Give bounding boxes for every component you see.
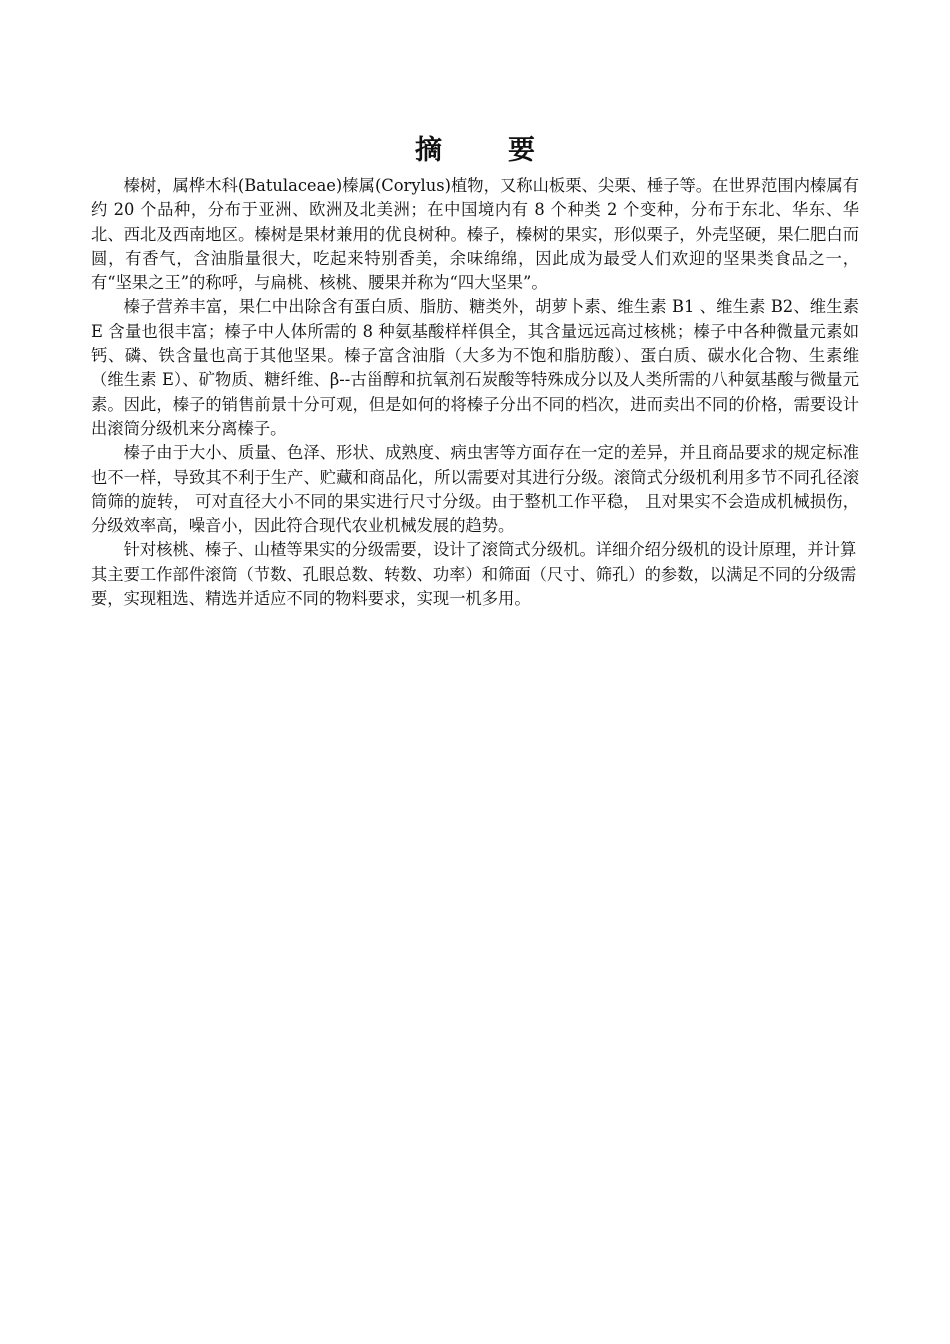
title-char-1: 摘 [415,135,442,166]
paragraph-2: 榛子营养丰富，果仁中出除含有蛋白质、脂肪、糖类外，胡萝卜素、维生素 B1 、维生素 B2、维生素 E 含量也很丰富；榛子中人体所需的 8 种氨基酸样样俱全，其含量远远高过核桃；榛子中各种微量元素如钙、磷、铁含量也高于其他坚果。榛子富含油脂（大多为不饱和脂肪酸）、蛋白质、碳水化合物、生素维（维生素 E）、矿物质、糖纤维、β--古甾醇和抗氧剂石炭酸等特殊成分以及人类所需的八种氨基酸与微量元素。因此，榛子的销售前景十分可观，但是如何的将榛子分出不同的档次，进而卖出不同的价格，需要设计出滚筒分级机来分离榛子。 [91,297,859,438]
paragraph-3: 榛子由于大小、质量、色泽、形状、成熟度、病虫害等方面存在一定的差异，并且商品要求的规定标准也不一样，导致其不利于生产、贮藏和商品化，所以需要对其进行分级。滚筒式分级机利用多节不同孔径滚筒筛的旋转， 可对直径大小不同的果实进行尺寸分级。由于整机工作平稳， 且对果实不会造成机械损伤，分级效率高，噪音小，因此符合现代农业机械发展的趋势。 [91,443,859,536]
paragraph-1: 榛树，属桦木科(Batulaceae)榛属(Corylus)植物，又称山板栗、尖栗、棰子等。在世界范围内榛属有约 20 个品种，分布于亚洲、欧洲及北美洲；在中国境内有 8 个种类 2 个变种，分布于东北、华东、华北、西北及西南地区。榛树是果材兼用的优良树种。榛子，榛树的果实，形似栗子，外壳坚硬，果仁肥白而圆，有香气，含油脂量很大，吃起来特别香美，余味绵绵，因此成为最受人们欢迎的坚果类食品之一，有“坚果之王”的称呼，与扁桃、核桃、腰果并称为“四大坚果”。 [91,176,859,293]
title-char-2: 要 [508,135,535,166]
abstract-title [0,132,950,170]
abstract-body [91,174,859,611]
paragraph-4: 针对核桃、榛子、山楂等果实的分级需要，设计了滚筒式分级机。详细介绍分级机的设计原理，并计算其主要工作部件滚筒（节数、孔眼总数、转数、功率）和筛面（尺寸、筛孔）的参数，以满足不同的分级需要，实现粗选、精选并适应不同的物料要求，实现一机多用。 [91,540,857,609]
